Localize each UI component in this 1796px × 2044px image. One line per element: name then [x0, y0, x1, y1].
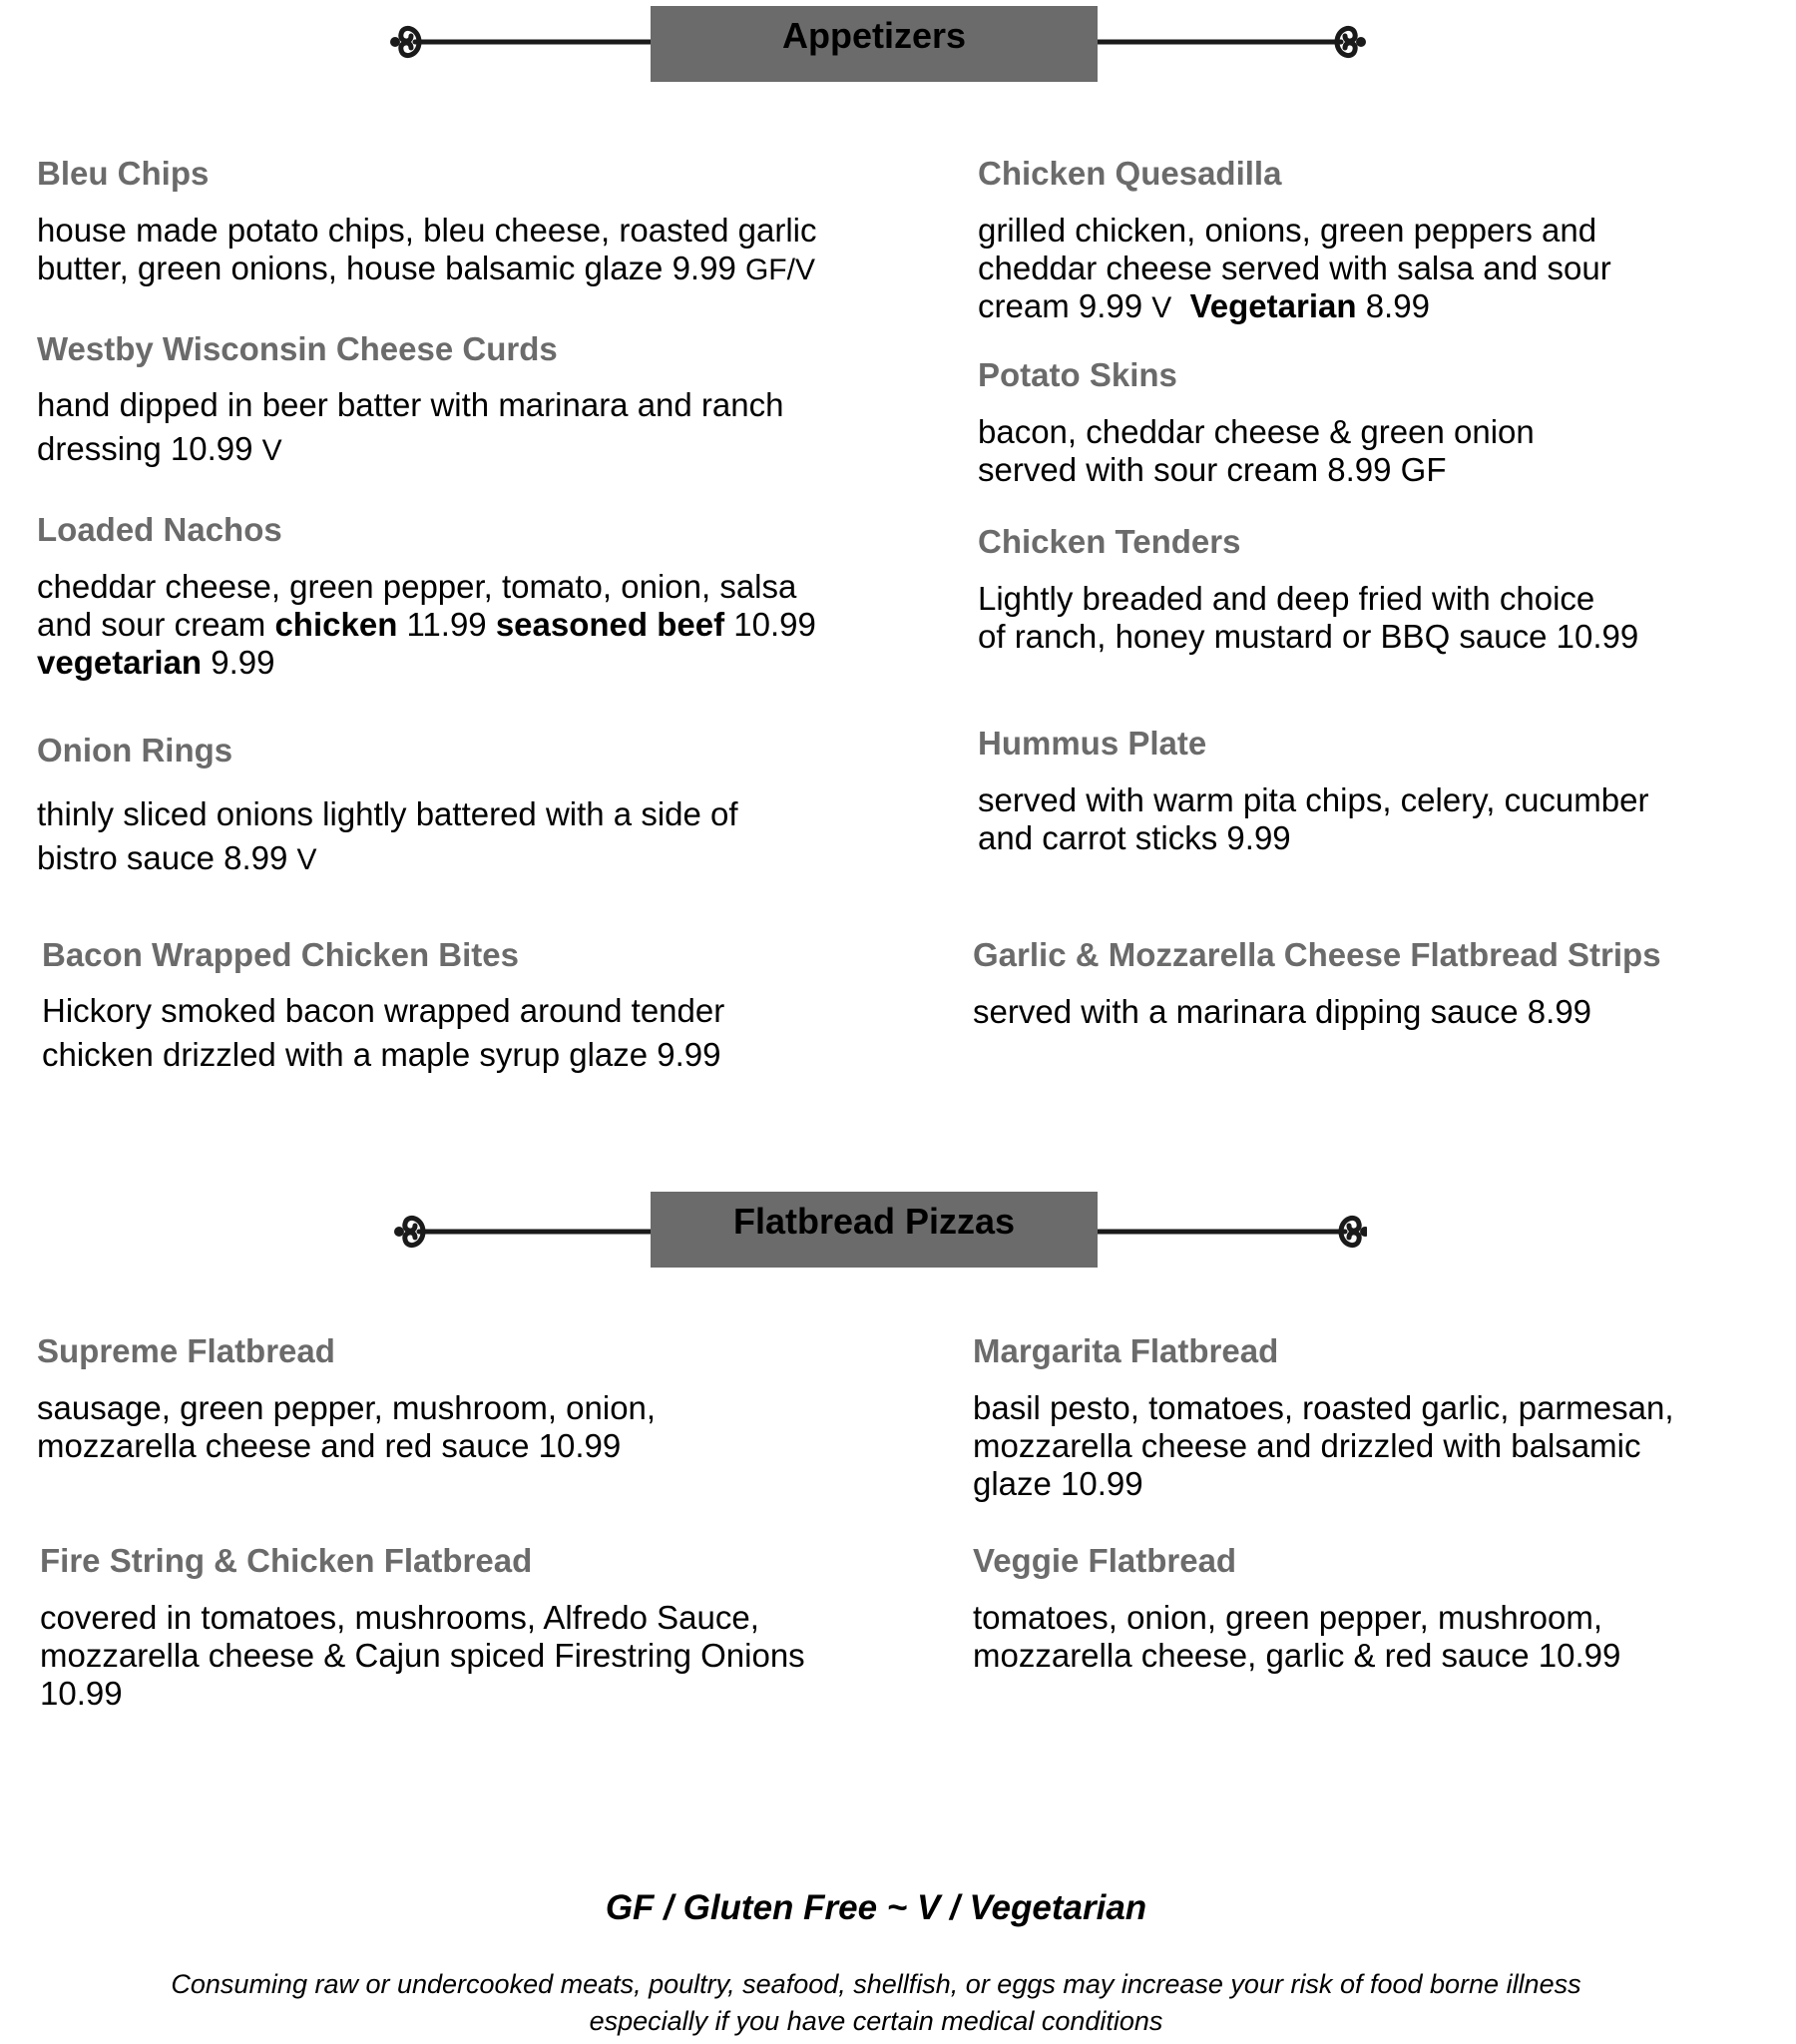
item-description: served with warm pita chips, celery, cucumber and carrot sticks 9.99 [978, 781, 1649, 856]
item-description: grilled chicken, onions, green peppers and cheddar cheese served with salsa and sour cream 9.99 V Vegetarian 8.99 [978, 212, 1611, 324]
item-name: Veggie Flatbread [973, 1542, 1237, 1579]
menu-item-loaded-nachos [37, 510, 915, 682]
menu-item-garlic-strips [973, 935, 1796, 1031]
item-name: Onion Rings [37, 732, 233, 768]
item-description: Hickory smoked bacon wrapped around tender chicken drizzled with a maple syrup glaze 9.99 [42, 992, 725, 1073]
item-name: Fire String & Chicken Flatbread [40, 1542, 533, 1579]
item-description: bacon, cheddar cheese & green onion served with sour cream 8.99 GF [978, 413, 1535, 488]
appetizers-banner [389, 6, 1367, 86]
item-description: Lightly breaded and deep fried with choice of ranch, honey mustard or BBQ sauce 10.99 [978, 580, 1639, 655]
menu-item-veggie-flatbread [973, 1541, 1796, 1675]
item-name: Supreme Flatbread [37, 1332, 335, 1369]
menu-item-potato-skins [978, 355, 1796, 489]
item-name: Margarita Flatbread [973, 1332, 1279, 1369]
item-description: sausage, green pepper, mushroom, onion, mozzarella cheese and red sauce 10.99 [37, 1389, 657, 1464]
menu-item-cheese-curds [37, 329, 915, 473]
section-title: Appetizers [781, 15, 967, 56]
section-title-box [651, 6, 1098, 82]
diet-tag: V [296, 843, 317, 876]
item-name: Potato Skins [978, 356, 1177, 393]
item-description: basil pesto, tomatoes, roasted garlic, parmesan, mozzarella cheese and drizzled with balsamic glaze 10.99 [973, 1389, 1674, 1502]
flatbreads-banner [389, 1192, 1367, 1272]
item-name: Bacon Wrapped Chicken Bites [42, 936, 520, 973]
menu-item-supreme-flatbread [37, 1331, 915, 1465]
menu-item-chicken-quesadilla [978, 154, 1796, 327]
item-description: covered in tomatoes, mushrooms, Alfredo Sauce, mozzarella cheese & Cajun spiced Firestring Onions 10.99 [40, 1599, 805, 1712]
item-name: Loaded Nachos [37, 511, 282, 548]
menu-item-fire-string-flatbread [40, 1541, 918, 1713]
menu-item-bacon-chicken-bites [42, 935, 920, 1077]
diet-tag: GF/V [744, 254, 815, 286]
menu-item-bleu-chips [37, 154, 915, 289]
menu-item-margarita-flatbread [973, 1331, 1796, 1503]
item-name: Chicken Quesadilla [978, 155, 1282, 192]
section-title: Flatbread Pizzas [732, 1201, 1016, 1242]
item-description: served with a marinara dipping sauce 8.99 [973, 993, 1592, 1030]
item-name: Garlic & Mozzarella Cheese Flatbread Strips [973, 936, 1661, 973]
item-name: Chicken Tenders [978, 523, 1241, 560]
diet-tag: V [1151, 291, 1172, 324]
section-title-box [651, 1192, 1098, 1268]
menu-item-hummus-plate [978, 724, 1796, 857]
item-description: cheddar cheese, green pepper, tomato, onion, salsa and sour cream chicken 11.99 seasoned beef 10.99 vegetarian 9.99 [37, 568, 816, 681]
menu-item-chicken-tenders [978, 522, 1796, 656]
item-description: thinly sliced onions lightly battered with a side of bistro sauce 8.99 V [37, 795, 738, 876]
item-description: tomatoes, onion, green pepper, mushroom, mozzarella cheese, garlic & red sauce 10.99 [973, 1599, 1621, 1674]
item-description: hand dipped in beer batter with marinara and ranch dressing 10.99 V [37, 386, 784, 467]
diet-legend: GF / Gluten Free ~ V / Vegetarian [605, 1888, 1147, 1927]
health-disclaimer: Consuming raw or undercooked meats, poultry, seafood, shellfish, or eggs may increase your risk of food borne illness especially if you have certain medical conditions [171, 1969, 1581, 2036]
diet-tag: V [261, 434, 282, 467]
item-name: Bleu Chips [37, 155, 210, 192]
menu-item-onion-rings [37, 731, 915, 882]
item-name: Hummus Plate [978, 725, 1207, 762]
item-description: house made potato chips, bleu cheese, roasted garlic butter, green onions, house balsamic glaze 9.99 GF/V [37, 212, 817, 286]
item-name: Westby Wisconsin Cheese Curds [37, 330, 558, 367]
